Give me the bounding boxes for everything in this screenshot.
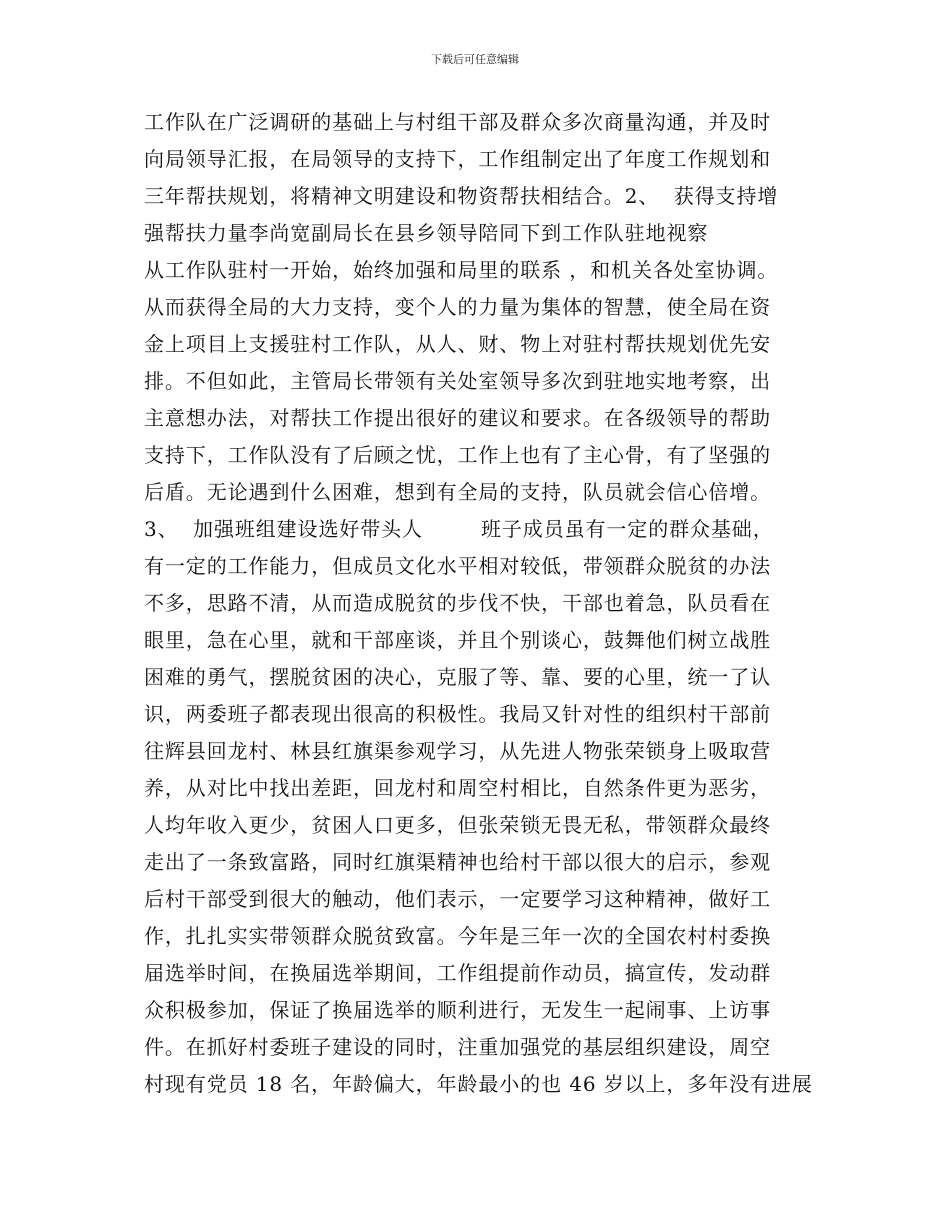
text-line: 金上项目上支援驻村工作队，从人、财、物上对驻村帮扶规划优先安 xyxy=(144,332,771,356)
text-line: 有一定的工作能力，但成员文化水平相对较低，带领群众脱贫的办法 xyxy=(144,554,771,578)
text-line: 向局领导汇报，在局领导的支持下，工作组制定出了年度工作规划和 xyxy=(144,147,771,171)
text-line: 三年帮扶规划，将精神文明建设和物资帮扶相结合。2、 获得支持增 xyxy=(144,184,779,208)
text-line: 识，两委班子都表现出很高的积极性。我局又针对性的组织村干部前 xyxy=(144,702,771,726)
document-body xyxy=(144,104,824,1103)
text-line: 从而获得全局的大力支持，变个人的力量为集体的智慧，使全局在资 xyxy=(144,295,771,319)
text-line: 支持下，工作队没有了后顾之忧，工作上也有了主心骨，有了坚强的 xyxy=(144,443,771,467)
text-line: 3、 加强班组建设选好带头人 班子成员虽有一定的群众基础， xyxy=(144,517,774,541)
text-line: 不多，思路不清，从而造成脱贫的步伐不快，干部也着急，队员看在 xyxy=(144,591,771,615)
text-line: 眼里，急在心里，就和干部座谈，并且个别谈心，鼓舞他们树立战胜 xyxy=(144,628,771,652)
text-line: 届选举时间，在换届选举期间，工作组提前作动员，搞宣传，发动群 xyxy=(144,961,771,985)
text-line: 养，从对比中找出差距，回龙村和周空村相比，自然条件更为恶劣， xyxy=(144,776,771,800)
text-line: 从工作队驻村一开始，始终加强和局里的联系 ，和机关各处室协调。 xyxy=(144,258,779,282)
text-line: 人均年收入更少，贫困人口更多，但张荣锁无畏无私，带领群众最终 xyxy=(144,813,771,837)
text-line: 强帮扶力量李尚宽副局长在县乡领导陪同下到工作队驻地视察 xyxy=(144,221,709,245)
text-line: 走出了一条致富路，同时红旗渠精神也给村干部以很大的启示，参观 xyxy=(144,850,771,874)
text-line: 作，扎扎实实带领群众脱贫致富。今年是三年一次的全国农村村委换 xyxy=(144,924,771,948)
text-line: 往辉县回龙村、林县红旗渠参观学习，从先进人物张荣锁身上吸取营 xyxy=(144,739,771,763)
text-line: 后村干部受到很大的触动，他们表示，一定要学习这种精神，做好工 xyxy=(144,887,771,911)
text-line: 后盾。无论遇到什么困难，想到有全局的支持，队员就会信心倍增。 xyxy=(144,480,771,504)
text-line: 众积极参加，保证了换届选举的顺利进行，无发生一起闹事、上访事 xyxy=(144,998,771,1022)
page-header: 下载后可任意编辑 xyxy=(431,53,519,66)
text-line: 困难的勇气，摆脱贫困的决心，克服了等、靠、要的心里，统一了认 xyxy=(144,665,771,689)
text-line: 排。不但如此，主管局长带领有关处室领导多次到驻地实地考察，出 xyxy=(144,369,771,393)
text-line: 件。在抓好村委班子建设的同时，注重加强党的基层组织建设，周空 xyxy=(144,1035,771,1059)
text-line: 主意想办法，对帮扶工作提出很好的建议和要求。在各级领导的帮助 xyxy=(144,406,771,430)
text-line: 村现有党员 18 名，年龄偏大，年龄最小的也 46 岁以上，多年没有进展 xyxy=(144,1072,813,1096)
text-line: 工作队在广泛调研的基础上与村组干部及群众多次商量沟通，并及时 xyxy=(144,110,771,134)
